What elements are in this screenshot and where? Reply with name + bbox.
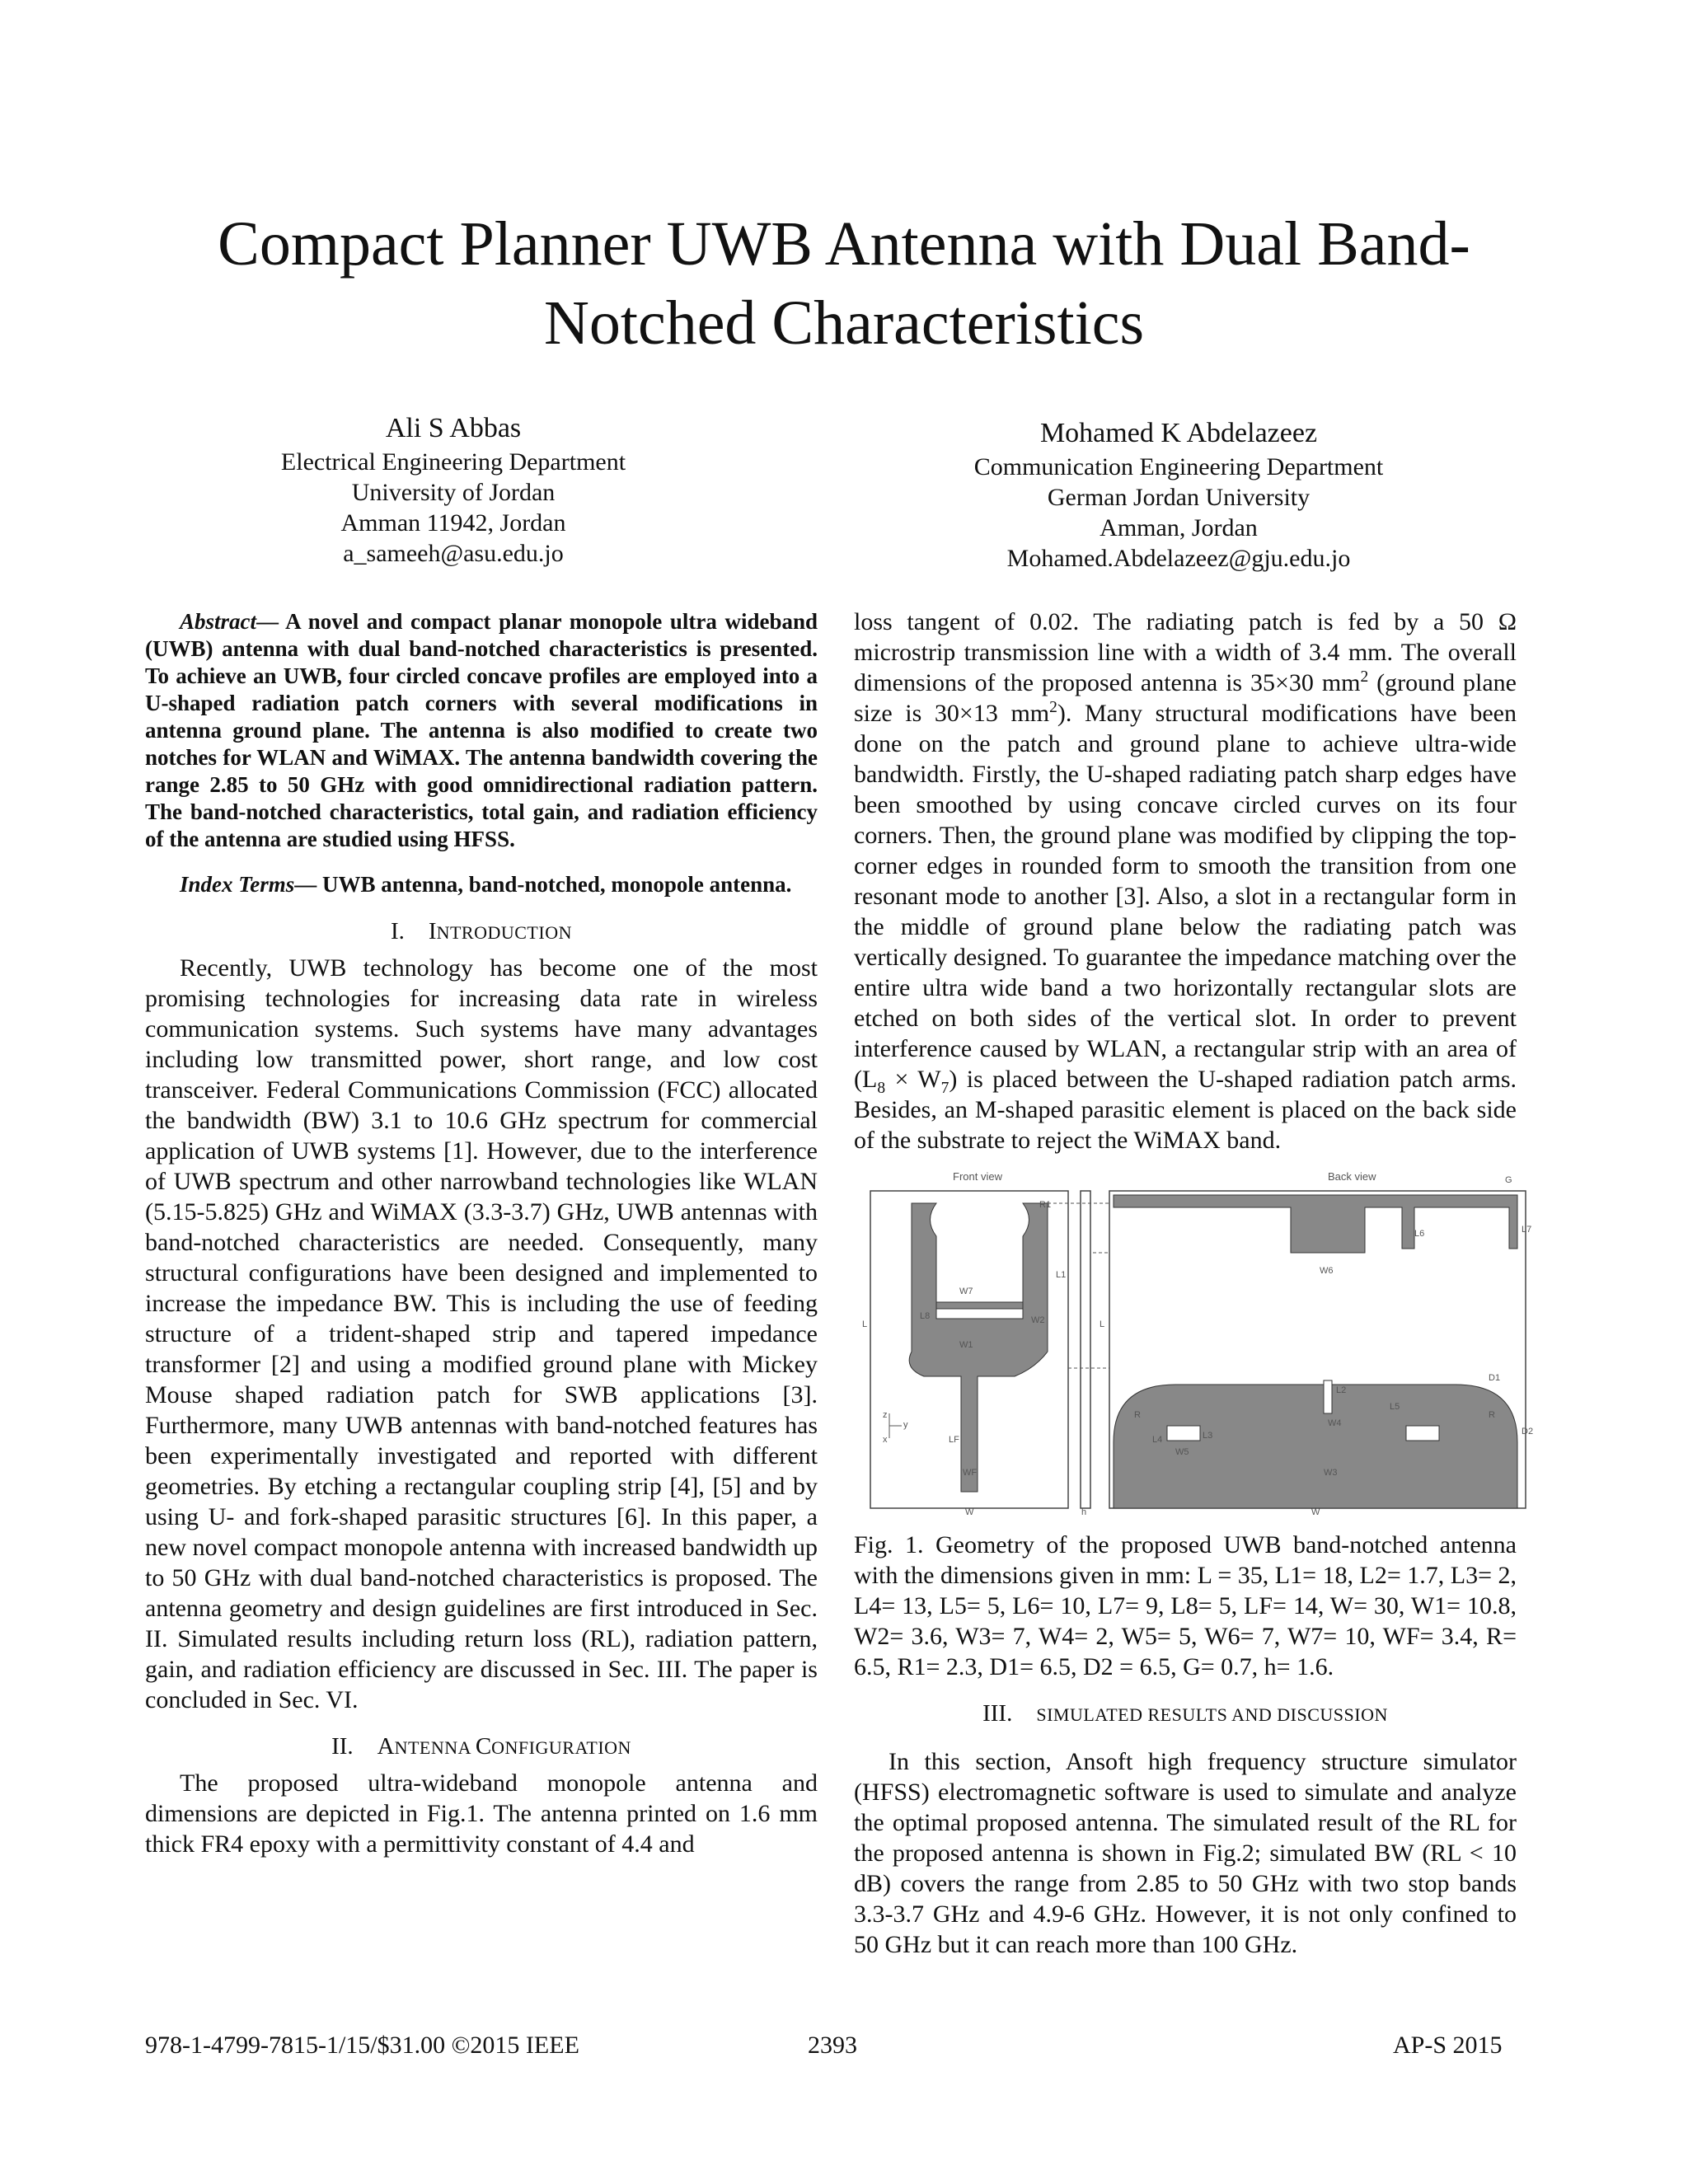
dim-label: L4	[1152, 1435, 1163, 1445]
axis-label: x	[883, 1435, 888, 1445]
text-run: (ground plane size is 30×13 mm	[854, 669, 1517, 727]
conference-name: AP-S 2015	[1393, 2032, 1503, 2059]
section-number: I.	[391, 918, 405, 944]
u-shaped-patch	[909, 1203, 1048, 1492]
title-line-1: Compact Planner UWB Antenna with Dual Band-	[218, 209, 1470, 279]
footer-copyright: 978-1-4799-7815-1/15/$31.00 ©2015 IEEE	[145, 2032, 579, 2059]
side-substrate	[1081, 1191, 1090, 1508]
horizontal-slot-left	[1167, 1426, 1200, 1441]
dim-label: R1	[1039, 1200, 1052, 1210]
dim-label: D2	[1522, 1427, 1534, 1436]
text-run: loss tangent of 0.02. The radiating patch is fed by a 50 Ω microstrip transmission line with a width of 3.4 mm. The overall dimensions of the proposed antenna is 35×30 mm	[854, 608, 1517, 696]
text-run: ). Many structural modifications have been done on the patch and ground plane to achieve ultra-wide bandwidth. Firstly, the U-shaped radiating patch sharp edges have been smoothed by using concave circled curves on its four corners. Then, the ground plane was modified by clipping the top-corner edges in rounded form to smooth the transition from one resonant mode to another [3]. Also, a slot in a rectangular form in the middle of ground plane below the radiating patch was vertically designed. To guarantee the impedance matching over the entire ultra wide band a two horizontally rectangular slots are etched on both sides of the vertical slot. In order to prevent interference caused by WLAN, a rectangular strip with an area of (L	[854, 700, 1517, 1093]
dim-label: L	[1100, 1319, 1105, 1329]
section-number: II.	[331, 1733, 354, 1760]
dim-label: W	[965, 1507, 974, 1516]
dim-label: h	[1081, 1507, 1087, 1516]
back-view-label: Back view	[1328, 1170, 1376, 1183]
dim-label: W5	[1175, 1447, 1189, 1457]
dim-label: L5	[1390, 1402, 1400, 1412]
author-city: Amman 11942, Jordan	[340, 509, 566, 537]
front-view-label: Front view	[953, 1170, 1002, 1183]
dim-label: G	[1505, 1175, 1512, 1185]
dim-label: L3	[1203, 1431, 1213, 1441]
right-column	[854, 607, 1517, 1155]
dim-label: W4	[1328, 1418, 1342, 1428]
section-heading-1	[145, 916, 818, 948]
abstract	[145, 608, 818, 853]
superscript: 2	[1360, 668, 1369, 686]
dim-label: LF	[949, 1435, 959, 1445]
figure-1-caption: Fig. 1. Geometry of the proposed UWB band-notched antenna with the dimensions given in mm: L = 35, L1= 18, L2= 1.7, L3= 2, L4= 13, L5= 5, L6= 10, L7= 9, L8= 5, LF= 14, W= 30, W1= 10.8, W2= 3.6, W3= 7, W4= 2, W5= 5, W6= 7, W7= 10, WF= 3.4, R= 6.5, R1= 2.3, D1= 6.5, D2 = 6.5, G= 0.7, h= 1.6.	[854, 1531, 1517, 1680]
author-dept: Communication Engineering Department	[973, 453, 1384, 480]
vertical-slot	[1324, 1380, 1332, 1413]
intro-paragraph: Recently, UWB technology has become one of the most promising technologies for increasing data rate in wireless communication systems. Such systems have many advantages including low transmitted power, short range, and low cost transceiver. Federal Communications Commission (FCC) allocated the bandwidth (BW) 3.1 to 10.6 GHz spectrum for commercial application of UWB systems [1]. However, due to the interference of UWB spectrum and other narrowband technologies like WLAN (5.15-5.825) GHz and WiMAX (3.3-3.7) GHz, UWB antennas with band-notched characteristics are needed. Consequently, many structural configurations have been designed and implemented to increase the impedance BW. This is including the use of feeding structure of a trident-shaped strip and tapered impedance transformer [2] and using a modified ground plane with Mickey Mouse shaped radiation patch for SWB applications [3]. Furthermore, many UWB antennas with band-notched features has been experimentally investigated and reported with different geometries. By etching a rectangular coupling strip [4], [5] and by using U- and fork-shaped parasitic structures [6]. In this paper, a new novel compact monopole antenna with increased bandwidth up to 50 GHz with dual band-notched characteristics is proposed. The antenna geometry and design guidelines are first introduced in Sec. II. Simulated results including return loss (RL), radiation pattern, gain, and radiation efficiency are discussed in Sec. III. The paper is concluded in Sec. VI.	[145, 954, 818, 1713]
dim-label: W6	[1320, 1266, 1334, 1276]
paper-title	[99, 204, 1589, 363]
subscript: 7	[940, 1080, 950, 1097]
section-title-initial: I	[428, 918, 437, 944]
superscript: 2	[1049, 699, 1057, 716]
dim-label: L6	[1414, 1229, 1425, 1239]
dim-label: W	[1311, 1507, 1320, 1516]
dim-label: L8	[920, 1311, 931, 1321]
author-email: a_sameeh@asu.edu.jo	[343, 540, 564, 567]
author-email: Mohamed.Abdelazeez@gju.edu.jo	[1006, 545, 1351, 572]
index-terms	[145, 871, 818, 898]
author-block-1	[247, 410, 659, 569]
dim-label: R	[1489, 1410, 1495, 1420]
index-terms-label: Index Terms	[180, 872, 295, 897]
dim-label: W1	[959, 1340, 973, 1350]
wlan-strip	[936, 1302, 1023, 1309]
abstract-dash: —	[256, 609, 286, 634]
right-column-lower	[854, 1530, 1517, 1960]
dim-label: L7	[1522, 1225, 1532, 1235]
text-run: ) is placed between the U-shaped radiation patch arms. Besides, an M-shaped parasitic element is placed on the back side of the substrate to reject the WiMAX band.	[854, 1066, 1517, 1154]
dim-label: W3	[1324, 1468, 1338, 1478]
section-title-rest: NTENNA	[394, 1737, 476, 1758]
title-line-2: Notched Characteristics	[543, 288, 1145, 358]
dim-label: W2	[1031, 1315, 1045, 1325]
axis-label: z	[883, 1410, 888, 1420]
section-title-initial: C	[475, 1733, 492, 1760]
horizontal-slot-right	[1406, 1426, 1439, 1441]
dim-label: D1	[1489, 1373, 1501, 1383]
author-org: German Jordan University	[1047, 484, 1311, 511]
section-number: III.	[982, 1700, 1013, 1727]
abstract-label: Abstract	[180, 609, 257, 634]
section-heading-2	[145, 1732, 818, 1763]
ground-plane	[1114, 1385, 1517, 1508]
author-org: University of Jordan	[351, 479, 556, 506]
config-paragraph-start: The proposed ultra-wideband monopole antenna and dimensions are depicted in Fig.1. The antenna printed on 1.6 mm thick FR4 epoxy with a permittivity constant of 4.4 and	[145, 1769, 818, 1858]
dim-label: R	[1134, 1410, 1141, 1420]
author-city: Amman, Jordan	[1100, 514, 1258, 541]
section-title-rest: NTRODUCTION	[436, 922, 572, 943]
config-paragraph-continued	[854, 607, 1517, 1155]
author-dept: Electrical Engineering Department	[280, 448, 626, 476]
text-run: × W	[885, 1066, 941, 1093]
dim-label: WF	[963, 1468, 978, 1478]
author-block-2	[931, 415, 1426, 574]
page-number: 2393	[808, 2032, 857, 2059]
m-shaped-parasitic	[1114, 1195, 1517, 1253]
section-title-initial: A	[377, 1733, 395, 1760]
section-heading-3	[854, 1699, 1517, 1730]
results-paragraph: In this section, Ansoft high frequency structure simulator (HFSS) electromagnetic software is used to simulate and analyze the optimal proposed antenna. The simulated result of the RL for the proposed antenna is shown in Fig.2; simulated BW (RL < 10 dB) covers the range from 2.85 to 50 GHz with two stop bands 3.3-3.7 GHz and 4.9-6 GHz. However, it is not only confined to 50 GHz but it can reach more than 100 GHz.	[854, 1748, 1517, 1958]
dim-label: L	[862, 1319, 868, 1329]
axis-label: y	[903, 1420, 908, 1430]
section-title: SIMULATED RESULTS AND DISCUSSION	[1036, 1704, 1388, 1725]
figure-1-geometry	[862, 1170, 1538, 1516]
author-name: Ali S Abbas	[385, 413, 522, 443]
section-title-rest: ONFIGURATION	[491, 1737, 631, 1758]
index-terms-text: UWB antenna, band-notched, monopole antenna.	[322, 872, 792, 897]
dim-label: L2	[1336, 1385, 1347, 1395]
left-column	[145, 608, 818, 1859]
dim-label: W7	[959, 1286, 973, 1296]
subscript: 8	[877, 1080, 886, 1097]
index-terms-dash: —	[294, 872, 323, 897]
abstract-text: A novel and compact planar monopole ultra wideband (UWB) antenna with dual band-notched characteristics is presented. To achieve an UWB, four circled concave profiles are employed into a U-shaped radiation patch corners with several modifications in antenna ground plane. The antenna is also modified to create two notches for WLAN and WiMAX. The antenna bandwidth covering the range 2.85 to 50 GHz with good omnidirectional radiation pattern. The band-notched characteristics, total gain, and radiation efficiency of the antenna are studied using HFSS.	[145, 609, 818, 851]
dim-label: L1	[1056, 1270, 1067, 1280]
author-name: Mohamed K Abdelazeez	[1039, 418, 1318, 448]
